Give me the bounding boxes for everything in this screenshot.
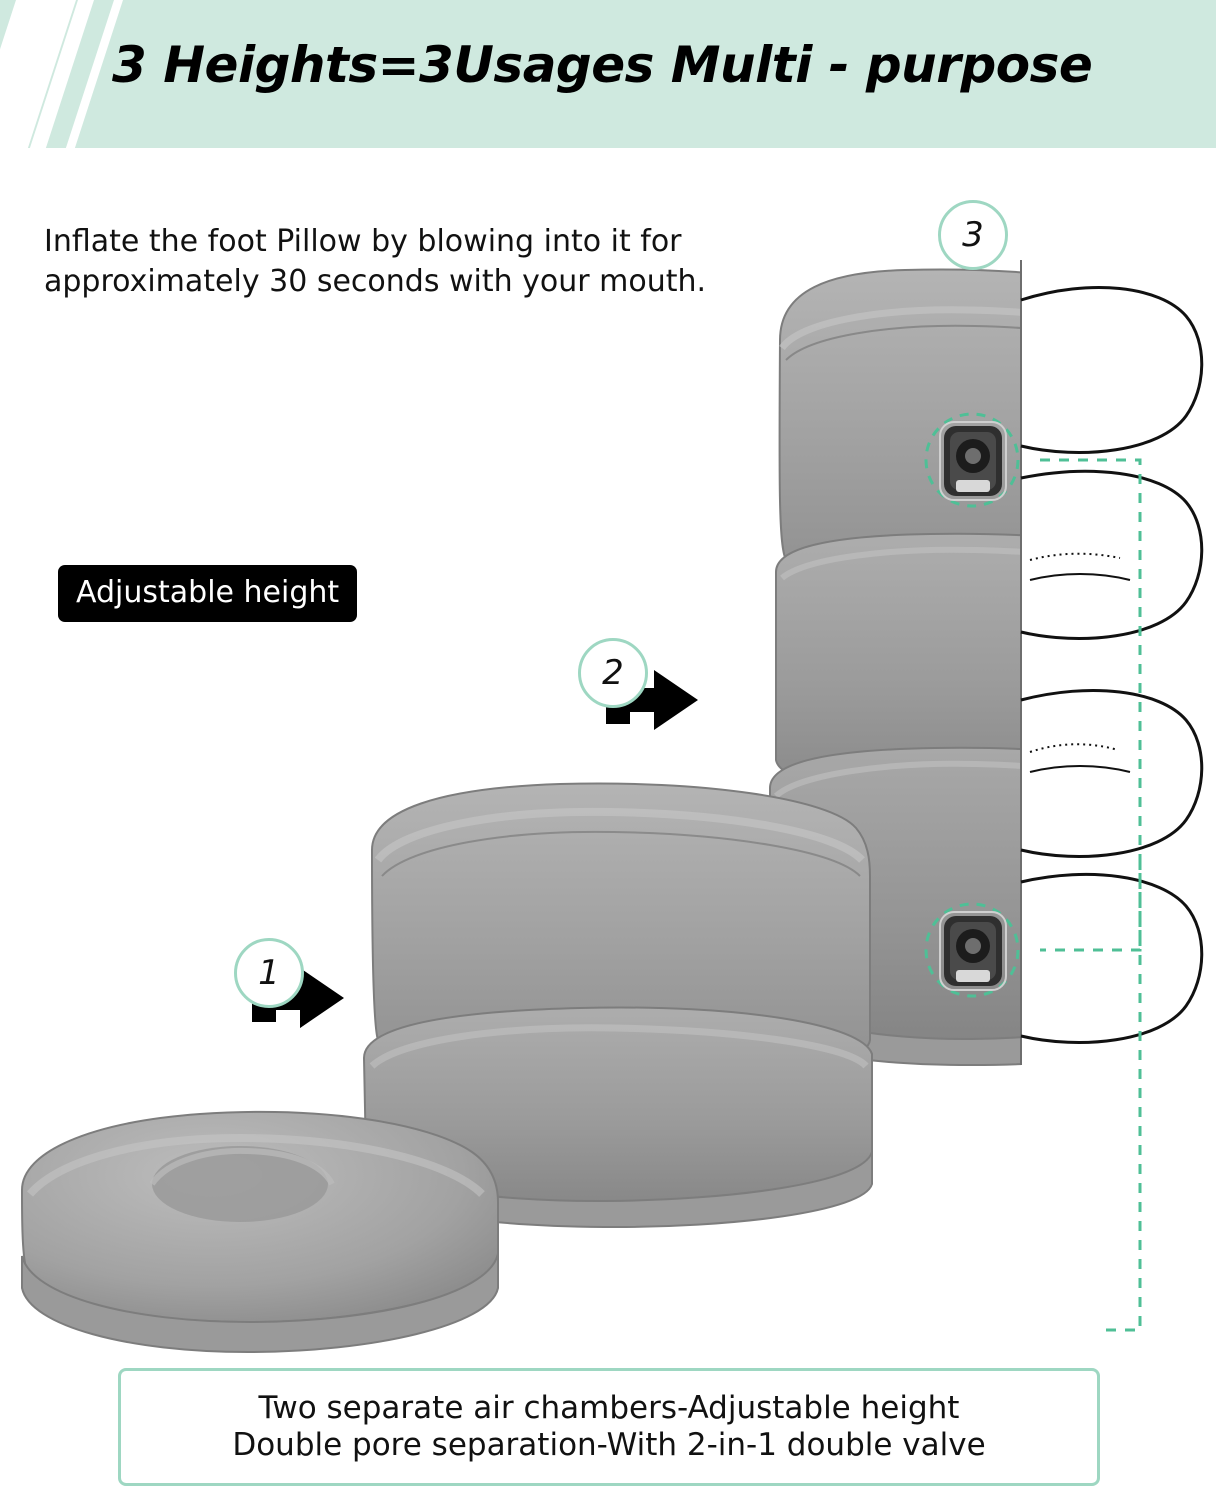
step-badge-1-label: 1 [258, 953, 280, 993]
step-badge-1 [234, 938, 304, 1008]
step-badge-3-label: 3 [962, 215, 984, 255]
bottom-caption-box [118, 1368, 1100, 1486]
step-badge-3 [938, 200, 1008, 270]
dashed-connector [1060, 860, 1180, 1380]
step-badge-2 [578, 638, 648, 708]
instruction-text: Inflate the foot Pillow by blowing into it for approximately 30 seconds with your mouth. [44, 224, 707, 299]
caption-line-2: Double pore separation-With 2-in-1 double valve [232, 1427, 986, 1463]
pillow-illustrations [0, 160, 1216, 1360]
adjustable-height-label: Adjustable height [58, 565, 357, 622]
caption-line-1: Two separate air chambers-Adjustable height [258, 1390, 960, 1427]
step-badge-2-label: 2 [602, 653, 624, 693]
page-title: 3 Heights=3Usages Multi - purpose [112, 36, 1093, 94]
